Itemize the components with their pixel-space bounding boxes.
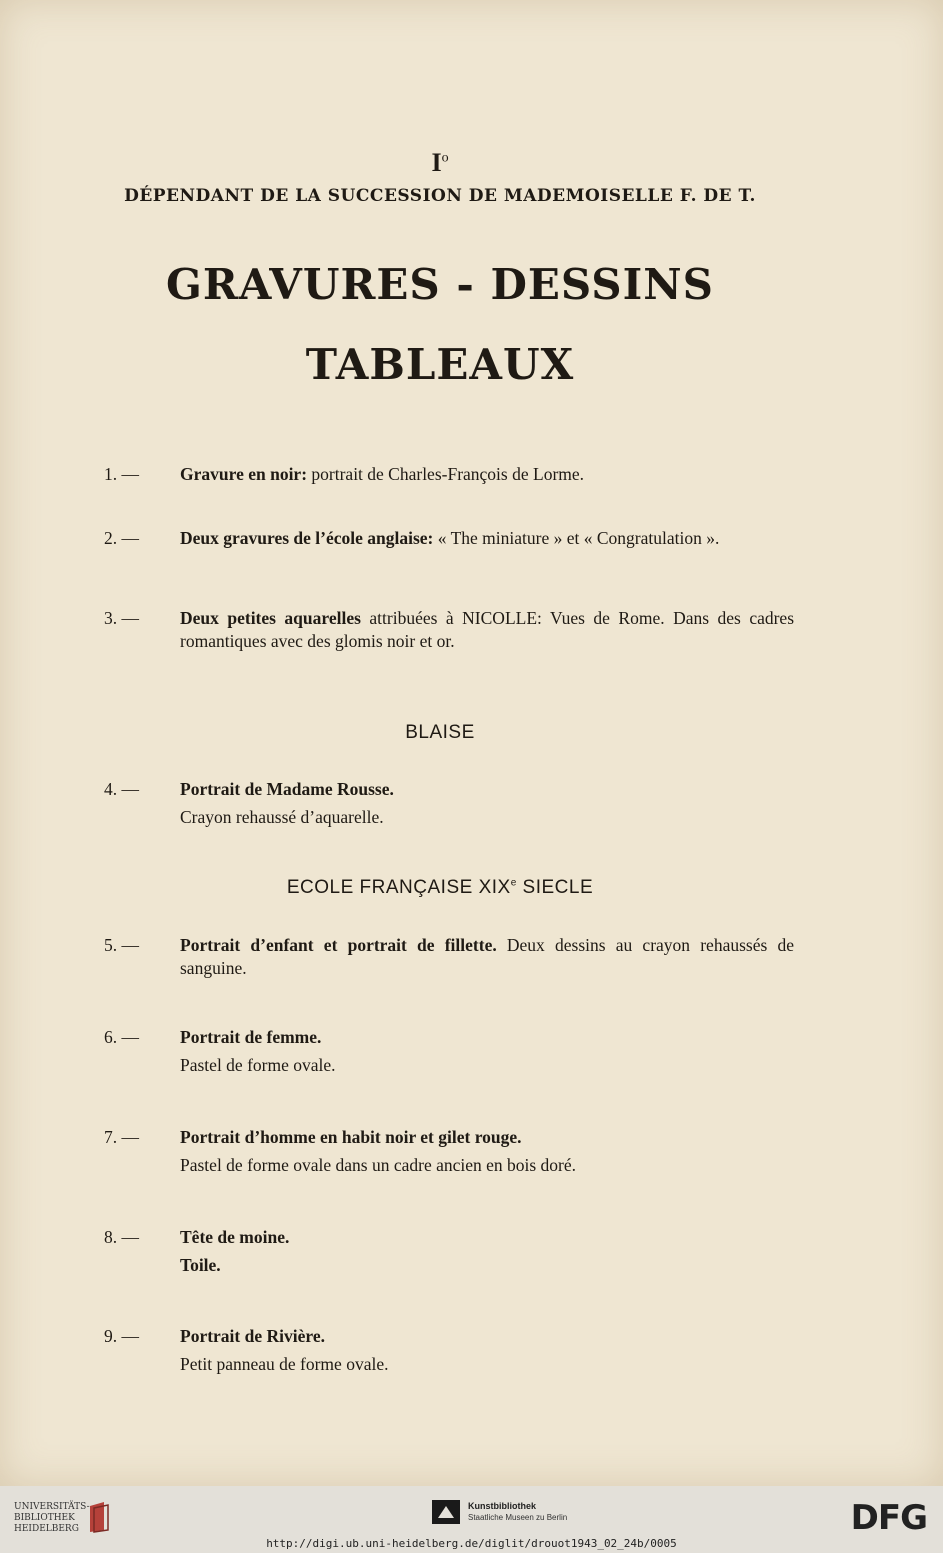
lot-title: Portrait d’homme en habit noir et gilet rouge. — [180, 1127, 522, 1147]
lot-title: Deux gravures de l’école anglaise: — [180, 528, 434, 548]
section-number: $I^o$ — [431, 148, 449, 177]
lot-title: Gravure en noir: — [180, 464, 308, 484]
university-library-logo-icon — [86, 1500, 112, 1534]
kunstbibliothek-icon — [432, 1500, 460, 1524]
lot-title: Portrait d’enfant et portrait de fillette. — [180, 935, 497, 955]
lot-entry-5 — [104, 934, 794, 979]
lot-number: 8. — — [104, 1227, 139, 1247]
lot-number: 1. — — [104, 464, 139, 484]
lot-title: Portrait de femme. — [180, 1027, 322, 1047]
lot-number: 7. — — [104, 1127, 139, 1147]
lot-title: Tête de moine. — [180, 1227, 290, 1247]
source-url[interactable]: http://digi.ub.uni-heidelberg.de/diglit/drouot1943_02_24b/0005 — [266, 1537, 677, 1550]
lot-description: Deux dessins au crayon rehaussés de sanguine. — [180, 935, 794, 978]
lot-entry-7 — [104, 1126, 794, 1176]
lot-number: 5. — — [104, 935, 139, 955]
lot-number: 6. — — [104, 1027, 139, 1047]
lot-description: portrait de Charles-François de Lorme. — [307, 464, 585, 484]
lot-description: Crayon rehaussé d’aquarelle. — [180, 806, 384, 827]
lot-title: Portrait de Rivière. — [180, 1326, 325, 1346]
lot-description: « The miniature » et « Congratulation ». — [433, 528, 720, 548]
lot-description: Toile. — [180, 1254, 221, 1275]
school-heading: ECOLE FRANÇAISE XIXe SIECLE — [286, 877, 594, 898]
lot-description: attribuées à NICOLLE: Vues de Rome. Dans des cadres romantiques avec des glomis noir et or. — [180, 608, 795, 651]
artist-heading-blaise: BLAISE — [405, 722, 475, 743]
lot-description: Petit panneau de forme ovale. — [180, 1353, 389, 1374]
lot-entry-3 — [104, 607, 794, 652]
lot-number: 9. — — [104, 1326, 139, 1346]
lot-entry-4 — [104, 778, 794, 828]
lot-title: Portrait de Madame Rousse. — [180, 779, 394, 799]
lot-number: 3. — — [104, 608, 139, 628]
university-library-logo-text: UNIVERSITÄTS- BIBLIOTHEK HEIDELBERG — [14, 1502, 90, 1534]
viewer-footer: UNIVERSITÄTS- BIBLIOTHEK HEIDELBERG Kunstbibliothek Staatliche Museen zu Berlin DFG http://digi.ub.uni-heidelberg.de/diglit/drouot1943_02_24b/0005 — [0, 1486, 943, 1553]
page-title-line2: TABLEAUX — [305, 340, 575, 389]
lot-entry-2 — [104, 527, 794, 550]
lot-title: Deux petites aquarelles — [180, 608, 361, 628]
lot-entry-8 — [104, 1226, 794, 1276]
dfg-logo: DFG — [850, 1498, 927, 1538]
lot-entry-9 — [104, 1325, 794, 1375]
lot-description: Pastel de forme ovale dans un cadre ancien en bois doré. — [180, 1154, 577, 1175]
provenance-heading: DÉPENDANT DE LA SUCCESSION DE MADEMOISELLE F. DE T. — [124, 186, 756, 206]
page-title-line1: GRAVURES - DESSINS — [166, 260, 714, 309]
lot-entry-6 — [104, 1026, 794, 1076]
lot-entry-1 — [104, 463, 794, 486]
lot-description: Pastel de forme ovale. — [180, 1054, 336, 1075]
lot-number: 4. — — [104, 779, 139, 799]
lot-number: 2. — — [104, 528, 139, 548]
